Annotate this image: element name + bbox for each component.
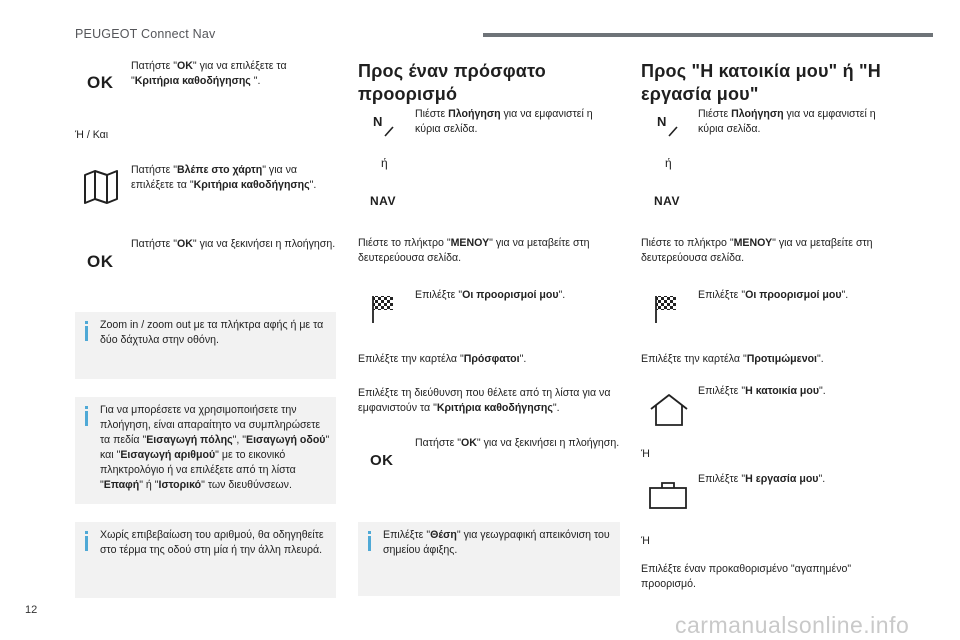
note-zoom	[75, 312, 336, 379]
header-rule	[483, 33, 933, 37]
col3-step-6: Επιλέξτε "Η εργασία μου".	[698, 473, 826, 485]
col3-step-4: Επιλέξτε την καρτέλα "Προτιμώμενοι".	[641, 353, 824, 365]
col3-step-2: Πιέστε το πλήκτρο "ΜΕΝΟΥ" για να μεταβείτε στη δευτερεύουσα σελίδα.	[641, 237, 873, 265]
map-icon	[83, 169, 119, 205]
col2-step-4: Επιλέξτε την καρτέλα "Πρόσφατοι".	[358, 353, 527, 365]
note-address-fields	[75, 397, 336, 504]
info-icon	[85, 411, 88, 426]
watermark: carmanualsonline.info	[675, 612, 910, 638]
info-icon	[368, 536, 371, 551]
col2-heading: Προς έναν πρόσφατο προορισμό	[358, 61, 546, 104]
col1-or-and: Ή / Και	[75, 129, 109, 141]
col3-step-1: Πιέστε Πλοήγηση για να εμφανιστεί η κύρια σελίδα.	[698, 108, 876, 136]
col3-heading: Προς "Η κατοικία μου" ή "Η εργασία μου"	[641, 61, 881, 104]
ok-icon: OK	[370, 452, 394, 469]
col3-step-7: Επιλέξτε έναν προκαθορισμένο "αγαπημένο" προορισμό.	[641, 563, 852, 591]
note-position	[358, 522, 620, 596]
nav-icon: NAV	[370, 194, 396, 208]
page-number: 12	[25, 604, 38, 616]
or-label: Ή	[641, 535, 650, 547]
col3-step-5: Επιλέξτε "Η κατοικία μου".	[698, 385, 826, 397]
home-icon	[648, 393, 690, 427]
col1-step-1: Πατήστε "OK" για να επιλέξετε τα "Κριτήρια καθοδήγησης ".	[131, 60, 287, 88]
or-label: ή	[665, 156, 672, 170]
nav-icon: NAV	[654, 194, 680, 208]
col2-step-5: Επιλέξτε τη διεύθυνση που θέλετε από τη λίστα για να εμφανιστούν τα "Κριτήρια καθοδήγησης".	[358, 387, 611, 415]
col1-step-3: Πατήστε "OK" για να ξεκινήσει η πλοήγηση.	[131, 238, 336, 250]
note-text: Επιλέξτε "Θέση" για γεωγραφική απεικόνιση του σημείου άφιξης.	[383, 529, 610, 557]
compass-n-icon: N	[373, 114, 383, 129]
compass-arrow-icon	[383, 124, 395, 136]
note-text: Zoom in / zoom out με τα πλήκτρα αφής ή με τα δύο δάχτυλα στην οθόνη.	[100, 319, 324, 347]
compass-n-icon: N	[657, 114, 667, 129]
ok-icon: OK	[87, 73, 114, 92]
info-icon	[85, 326, 88, 341]
col2-step-1: Πιέστε Πλοήγηση για να εμφανιστεί η κύρια σελίδα.	[415, 108, 593, 136]
checkered-flag-icon	[369, 294, 395, 324]
col1-step-2: Πατήστε "Βλέπε στο χάρτη" για να επιλέξετε τα "Κριτήρια καθοδήγησης".	[131, 164, 317, 192]
briefcase-icon	[648, 480, 688, 510]
checkered-flag-icon	[652, 294, 678, 324]
col2-step-2: Πιέστε το πλήκτρο "ΜΕΝΟΥ" για να μεταβείτε στη δευτερεύουσα σελίδα.	[358, 237, 590, 265]
header-title: PEUGEOT Connect Nav	[75, 27, 216, 41]
note-text: Χωρίς επιβεβαίωση του αριθμού, θα οδηγηθείτε στο τέρμα της οδού στη μία ή την άλλη πλευρά.	[100, 529, 324, 557]
col2-step-6: Πατήστε "OK" για να ξεκινήσει η πλοήγηση.	[415, 437, 620, 449]
col2-step-3: Επιλέξτε "Οι προορισμοί μου".	[415, 289, 566, 301]
or-label: Ή	[641, 448, 650, 460]
or-label: ή	[381, 156, 388, 170]
note-number-confirm	[75, 522, 336, 598]
compass-arrow-icon	[667, 124, 679, 136]
info-icon	[85, 536, 88, 551]
note-text: Για να μπορέσετε να χρησιμοποιήσετε την πλοήγηση, είναι απαραίτητο να συμπληρώσετε τα πεδία "Εισαγωγή πόλης", "Εισαγωγή οδού" και "Εισαγωγή αριθμού" με το εικονικό πληκτρολόγιο ή να επιλέξετε από τη λίστα "Επαφή" ή "Ιστορικό" των διευθύνσεων.	[100, 404, 330, 492]
col3-step-3: Επιλέξτε "Οι προορισμοί μου".	[698, 289, 849, 301]
ok-icon: OK	[87, 252, 114, 271]
